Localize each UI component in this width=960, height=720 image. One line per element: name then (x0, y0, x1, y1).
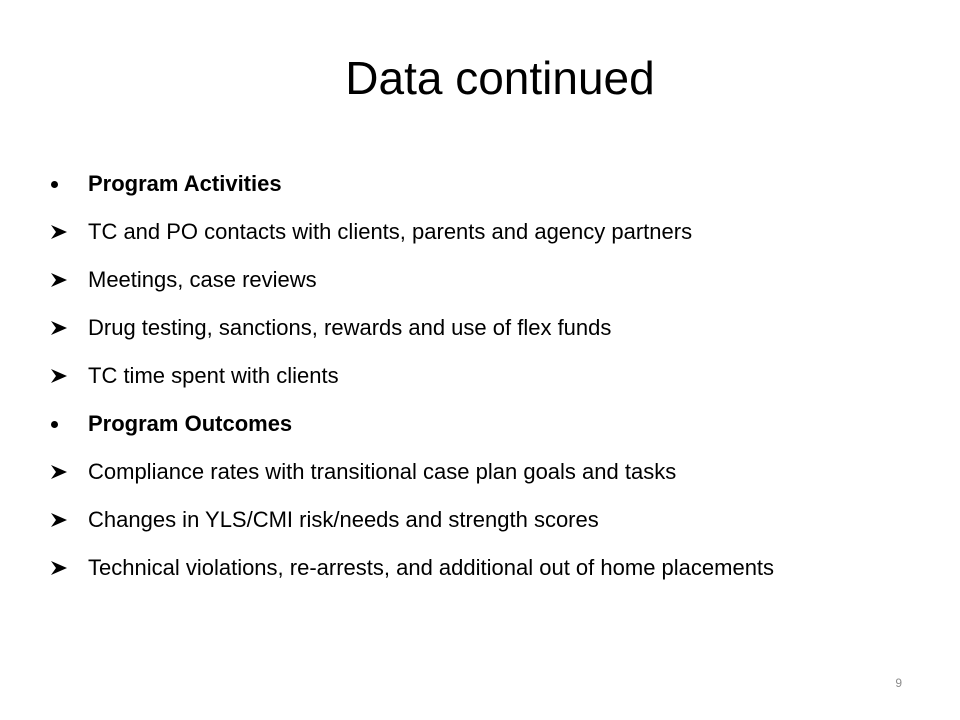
list-item-text: Program Outcomes (88, 411, 293, 436)
list-item (48, 314, 908, 342)
list-item-program-outcomes (48, 410, 908, 438)
list-item-program-activities (48, 170, 908, 198)
list-item-text: Meetings, case reviews (88, 267, 317, 292)
list-item-text: Technical violations, re-arrests, and additional out of home placements (88, 555, 775, 580)
list-item-text: Changes in YLS/CMI risk/needs and strength scores (88, 507, 599, 532)
list-item (48, 266, 908, 294)
list-item (48, 506, 908, 534)
list-item-text: TC and PO contacts with clients, parents and agency partners (88, 219, 693, 244)
slide-title: Data continued (345, 52, 655, 104)
list-item (48, 554, 908, 582)
list-item-text: Drug testing, sanctions, rewards and use of flex funds (88, 315, 612, 340)
list-item (48, 362, 908, 390)
list-item (48, 218, 908, 246)
list-item-text: Program Activities (88, 171, 282, 196)
list-item-text: Compliance rates with transitional case plan goals and tasks (88, 459, 677, 484)
bullet-list (48, 170, 908, 582)
list-item-text: TC time spent with clients (88, 363, 339, 388)
list-item (48, 458, 908, 486)
page-number: 9 (895, 676, 902, 690)
